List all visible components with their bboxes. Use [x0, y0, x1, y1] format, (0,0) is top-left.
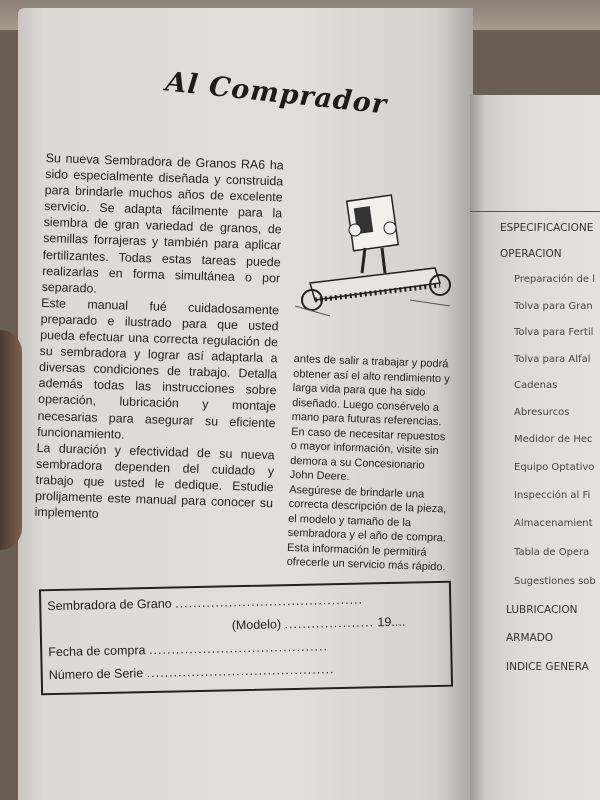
toc-item: OPERACION — [500, 248, 562, 260]
paragraph: En caso de necesitar repuestos o mayor información, visite sin demora a su Concesionario John Deere. — [289, 425, 446, 484]
toc-item: Inspección al Fi — [514, 490, 591, 501]
seeder-label: Sembradora de Grano — [47, 596, 172, 614]
toc-item: Tolva para Fertil — [514, 327, 594, 338]
paragraph: Asegúrese de brindarle una correcta descripción de la pieza, el modelo y tamaño de la sembradora y el año de compra. Esta información le permitirá ofrecerle un servicio más rápido. — [286, 483, 447, 574]
purchase-date-label: Fecha de compra — [48, 643, 146, 660]
thumb — [0, 330, 22, 550]
year-prefix: 19.... — [377, 614, 406, 630]
toc-divider — [470, 211, 600, 212]
serial-number-label: Número de Serie — [48, 666, 144, 683]
text-column-2 — [286, 352, 453, 575]
toc-item: Tolva para Alfal — [514, 354, 591, 365]
paragraph: Este manual fué cuidadosamente preparado e ilustrado para que usted pueda efectuar una correcta regulación de su sembradora y lograr así adaptarla a diversas condiciones de trabajo. Detalla además todas las instrucciones sobre operación, lubricación y montaje necesarias para asegurar su eficiente funcionamiento. — [36, 295, 280, 442]
toc-item: ESPECIFICACIONE — [500, 222, 594, 234]
toc-item: Medidor de Hec — [514, 434, 593, 445]
model-label: (Modelo) — [231, 617, 282, 633]
toc-item: INDICE GENERA — [506, 661, 589, 673]
form-row-sub: (Modelo) .................... 19.... — [231, 614, 406, 633]
model-dotted-line[interactable]: .......................................... — [174, 592, 364, 611]
toc-item: Equipo Optativo — [514, 462, 595, 473]
page-title: Al Comprador — [164, 66, 389, 121]
toc-item: LUBRICACION — [506, 604, 578, 616]
purchase-record-box — [39, 581, 453, 696]
paragraph: Su nueva Sembradora de Granos RA6 ha sido especialmente diseñada y construida para brindarle muchos años de excelente servicio. Se adapta fácilmente para la siembra de gran variedad de granos, de semillas forrajeras y también para aplicar fertilizantes. Todas estas tareas puede realizarlas en forma simultánea o por separado. — [41, 150, 284, 296]
paragraph: La duración y efectividad de su nueva sembradora dependen del cuidado y trabajo que usted le dedique. Estudie prolijamente este manual para conocer su implemento — [34, 440, 275, 521]
toc-item: Tabla de Opera — [514, 547, 590, 558]
toc-item: Cadenas — [514, 380, 558, 391]
text-column-1 — [34, 150, 284, 527]
form-row-date — [48, 639, 328, 659]
form-row-model — [47, 593, 363, 614]
toc-item: ARMADO — [506, 632, 554, 644]
serial-number-dotted-line[interactable]: .......................................... — [146, 662, 335, 681]
paragraph: antes de salir a trabajar y podrá obtener así el alto rendimiento y larga vida para que ha sido diseñado. Luego consérvelo a mano para futuras referencias. — [291, 352, 450, 429]
toc-item: Sugestiones sob — [514, 576, 596, 587]
form-row-serial — [49, 662, 335, 682]
toc-item: Tolva para Gran — [514, 301, 593, 312]
toc-item: Almacenamient — [514, 518, 593, 529]
toc-item: Abresurcos — [514, 407, 570, 418]
farmer-reading-illustration — [290, 188, 455, 333]
right-page — [470, 95, 600, 800]
toc-item: Preparación de l — [514, 274, 595, 285]
purchase-date-dotted-line[interactable]: ........................................ — [148, 639, 329, 658]
